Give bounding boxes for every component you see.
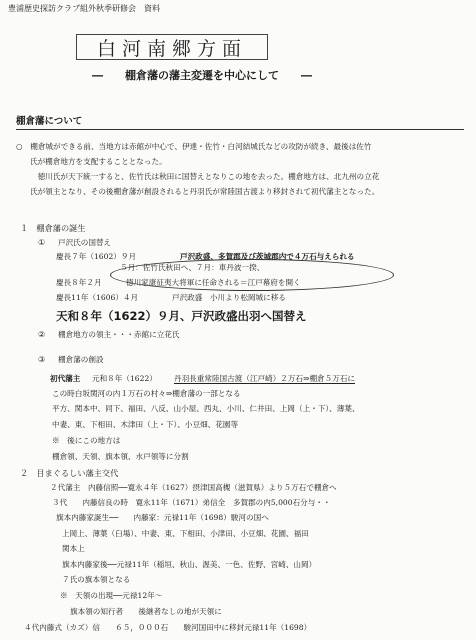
founder-year: 元和８年（1622） (92, 374, 157, 383)
lord-row: ※ 天領の出現──元禄12年～ (60, 591, 163, 600)
section-divider (16, 129, 464, 130)
subsection-text: 棚倉地方の領主・・・赤館に立花氏 (58, 330, 180, 339)
lord-row: 関本上 (62, 544, 85, 553)
villages-list-1: 平方、関本中、同下、福田、八反、山小屋、西丸、小川、仁井田、上岡（上・下）、薄葉、 (52, 404, 360, 413)
timeline-note: ５月：佐竹氏秋田へ、７月：車丹波一揆、 (120, 263, 265, 272)
bullet-3: ③ (38, 355, 46, 364)
founder-text: 丹羽長重常陸国古渡（江戸崎）２万石⇒棚倉５万石に (174, 374, 356, 383)
timeline-event: 徳川家康征夷大将軍に任命される＝江戸幕府を開く (126, 278, 301, 287)
bullet-1: ① (38, 238, 46, 247)
document-subtitle: ― 棚倉藩の藩主変遷を中心にして ― (92, 69, 312, 82)
document-header: 豊浦歴史探訪クラブ組外秋季研修会 資料 (8, 4, 160, 13)
section-1-heading: １ 棚倉藩の誕生 (20, 223, 86, 233)
lord-row: ３代 内藤信良の時 寛永11年（1671）弟信全 多賀郡の内5,000石分与・・ (52, 498, 331, 507)
section-heading: 棚倉藩について (16, 116, 83, 127)
lord-row: ２代藩主 内藤信照──寛永４年（1627）摂津国高槻（滋賀県）より５万石で棚倉へ (50, 483, 337, 492)
intro-line-1: ○ 棚倉城ができる前、当地方は赤館が中心で、伊達・佐竹・白河結城氏などの攻防が続き、最後は佐竹 (16, 142, 372, 151)
lord-row: 旗本内藤家後──元禄11年（稲垣、秋山、渥美、一色、佐野、宮崎、山岡） (62, 560, 317, 569)
founder-label: 初代藩主 (50, 374, 81, 383)
timeline-date: 慶長７年（1602）９月 (56, 252, 137, 261)
intro-line-4: 氏が領主となり、その後棚倉藩が創設されると丹羽氏が常陸国古渡より移封されて初代藩主となった。 (30, 187, 380, 196)
lord-row: ４代内藤式（カズ）信 ６５，０００石 駿河国田中に移封元禄11年（1698） (24, 623, 312, 632)
note: ※ 後にこの地方は (52, 436, 121, 445)
key-event: 天和８年（1622）９月、戸沢政盛出羽へ国替え (56, 309, 307, 323)
timeline-event: 戸沢政盛、多賀郡及び茨城郡内で４万石与えられる (180, 252, 355, 261)
lord-row: 旗本内藤家誕生── 内藤家：元禄11年（1698）駿河の国へ (56, 513, 269, 522)
lord-row: ７氏の旗本領となる (62, 575, 131, 584)
intro-line-2: 氏が棚倉地方を支配することとなった。 (30, 157, 167, 166)
bullet-2: ② (38, 330, 46, 339)
timeline-event: 戸沢政盛 小川より松岡城に移る (172, 293, 286, 302)
section-2-heading: ２ 目まぐるしい藩主交代 (20, 468, 119, 478)
intro-line-3: 徳川氏が天下統一すると、佐竹氏は秋田に国替えとなりこの地を去った。棚倉地方は、北九州の立花 (30, 172, 380, 181)
subsection-title: 戸沢氏の国替え (58, 238, 112, 247)
timeline-date: 慶長11年（1606）４月 (56, 293, 139, 302)
villages-intro: この時白坂関河の内１万石の村々⇒棚倉藩の一部となる (52, 389, 241, 398)
timeline-date: 慶長８年２月 (56, 278, 102, 287)
lord-row: 旗本領の知行者 後継者なしの地が天領に (70, 607, 222, 616)
lord-row: 上岡上、薄葉（臼場）、中妻、東、下相田、小津田、小豆畑、花園、福田 (62, 529, 309, 538)
subsection-title: 棚倉藩の創設 (58, 355, 104, 364)
document-title: 白河南郷方面 (76, 34, 268, 60)
note-detail: 棚倉領、天領、旗本領、水戸領等に分割 (52, 452, 189, 461)
villages-list-2: 中妻、東、下相田、木津田（上・下）、小豆畑、花園等 (52, 420, 239, 429)
